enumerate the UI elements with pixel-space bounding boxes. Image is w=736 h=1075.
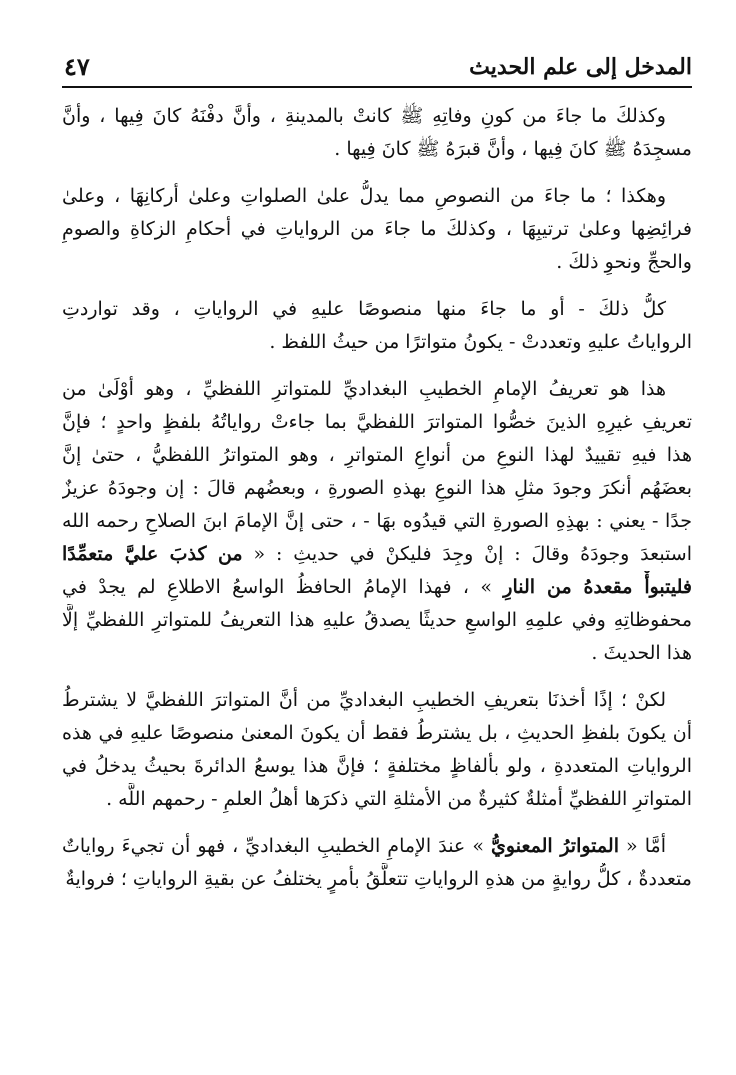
text-segment: كلُّ ذلكَ - أو ما جاءَ منها منصوصًا عليهِ في الرواياتِ ، وقد تواردتِ bbox=[62, 298, 666, 320]
paragraph bbox=[62, 684, 692, 816]
text-line bbox=[62, 571, 692, 604]
text-segment: هذا فيهِ تقييدٌ لهذا النوعِ من أنواعِ المتواترِ ، وهو المتواترُ اللفظيُّ ، حتىٰ إنَّ bbox=[62, 444, 692, 466]
text-line bbox=[62, 246, 692, 279]
text-segment: » ، فهذا الإمامُ الحافظُ الواسعُ الاطلاعِ لم يجدْ في bbox=[62, 576, 504, 598]
paragraph bbox=[62, 830, 692, 896]
text-line bbox=[62, 472, 692, 505]
text-line bbox=[62, 293, 692, 326]
text-segment: المتواترِ اللفظيِّ أمثلةٌ كثيرةٌ من الأمثلةِ التي ذكرَها أهلُ العلمِ - رحمهم اللَّه . bbox=[106, 788, 692, 810]
text-segment: استبعدَ وجودَهُ وقالَ : إنْ وجِدَ فليكنْ في حديثِ : « bbox=[242, 543, 692, 565]
paragraph bbox=[62, 100, 692, 166]
text-segment: لكنْ ؛ إذًا أخذنَا بتعريفِ الخطيبِ البغداديِّ من أنَّ المتواترَ اللفظيَّ لا يشترطُ bbox=[62, 689, 666, 711]
text-line bbox=[62, 637, 692, 670]
text-line bbox=[62, 783, 692, 816]
text-line bbox=[62, 406, 692, 439]
text-segment: الرواياتِ المتعددةِ ، ولو بألفاظٍ مختلفةٍ ؛ فإنَّ هذا يوسعُ الدائرةَ بحيثُ يدخلُ في bbox=[62, 755, 692, 777]
bold-quote: فليتبوأْ مقعدهُ من النارِ bbox=[503, 576, 692, 598]
paragraph bbox=[62, 293, 692, 359]
text-line bbox=[62, 830, 692, 863]
book-title: المدخل إلى علم الحديث bbox=[469, 54, 692, 80]
text-line bbox=[62, 505, 692, 538]
text-segment: وكذلكَ ما جاءَ من كونِ وفاتِهِ ﷺ كانتْ بالمدينةِ ، وأنَّ دفْنَهُ كانَ فِيها ، وأنَّ bbox=[62, 105, 666, 127]
text-segment: » عندَ الإمامِ الخطيبِ البغداديِّ ، فهو أن تجيءَ رواياتٌ bbox=[62, 835, 492, 857]
running-header bbox=[62, 52, 692, 88]
bold-quote: المتواترُ المعنويُّ bbox=[491, 835, 619, 857]
text-line bbox=[62, 180, 692, 213]
text-segment: هذا هو تعريفُ الإمامِ الخطيبِ البغداديِّ للمتواترِ اللفظيِّ ، وهو أوْلَىٰ من bbox=[62, 378, 666, 400]
text-line bbox=[62, 538, 692, 571]
page-number: ٤٧ bbox=[64, 52, 90, 81]
text-segment: مسجِدَهُ ﷺ كانَ فِيها ، وأنَّ قبرَهُ ﷺ كانَ فِيها . bbox=[334, 138, 692, 160]
paragraph bbox=[62, 180, 692, 279]
text-line bbox=[62, 213, 692, 246]
text-line bbox=[62, 684, 692, 717]
text-segment: بعضَهُم أنكرَ وجودَ مثلِ هذا النوعِ بهذهِ الصورةِ ، وبعضُهم قالَ : إن وجودَهُ عزيزٌ bbox=[62, 477, 692, 499]
text-line bbox=[62, 750, 692, 783]
text-line bbox=[62, 133, 692, 166]
text-line bbox=[62, 604, 692, 637]
text-segment: جدًا - يعني : بهذِهِ الصورةِ التي قيدُوه بهَا - ، حتى إنَّ الإمامَ ابنَ الصلاحِ رحمه الله bbox=[62, 510, 692, 532]
text-segment: محفوظاتِهِ وفي علمِهِ الواسعِ حديثًا يصدقُ عليهِ هذا التعريفُ للمتواترِ اللفظيِّ إلَّا bbox=[62, 609, 692, 631]
text-line bbox=[62, 439, 692, 472]
text-segment: متعددةٌ ، كلُّ روايةٍ من هذهِ الرواياتِ تتعلَّقُ بأمرٍ يختلفُ عن بقيةِ الرواياتِ ؛ فروايةٌ bbox=[65, 868, 692, 890]
text-line bbox=[62, 326, 692, 359]
text-segment: أمَّا « bbox=[618, 835, 666, 857]
body-text bbox=[62, 100, 692, 896]
text-line bbox=[62, 100, 692, 133]
text-line bbox=[62, 717, 692, 750]
text-segment: الرواياتُ عليهِ وتعددتْ - يكونُ متواترًا من حيثُ اللفظ . bbox=[269, 331, 692, 353]
text-segment: وهكذا ؛ ما جاءَ من النصوصِ مما يدلُّ علىٰ الصلواتِ وعلىٰ أركانِهَا ، وعلىٰ bbox=[62, 185, 666, 207]
text-line bbox=[62, 863, 692, 896]
text-line bbox=[62, 373, 692, 406]
text-segment: أن يكونَ بلفظِ الحديثِ ، بل يشترطُ فقط أن يكونَ المعنىٰ منصوصًا عليهِ في هذه bbox=[62, 722, 692, 744]
book-page bbox=[62, 52, 692, 910]
text-segment: فرائِضِها وعلىٰ ترتيبِهَا ، وكذلكَ ما جاءَ من الرواياتِ في أحكامِ الزكاةِ والصومِ bbox=[62, 218, 692, 240]
paragraph bbox=[62, 373, 692, 670]
text-segment: والحجِّ ونحوِ ذلكَ . bbox=[556, 251, 692, 273]
bold-quote: من كذبَ عليَّ متعمِّدًا bbox=[62, 543, 243, 565]
text-segment: هذا الحديثَ . bbox=[591, 642, 692, 664]
text-segment: تعريفِ غيرِهِ الذينَ خصُّوا المتواترَ اللفظيَّ بما جاءتْ رواياتُهُ بلفظٍ واحدٍ ؛ فإنَّ bbox=[62, 411, 692, 433]
